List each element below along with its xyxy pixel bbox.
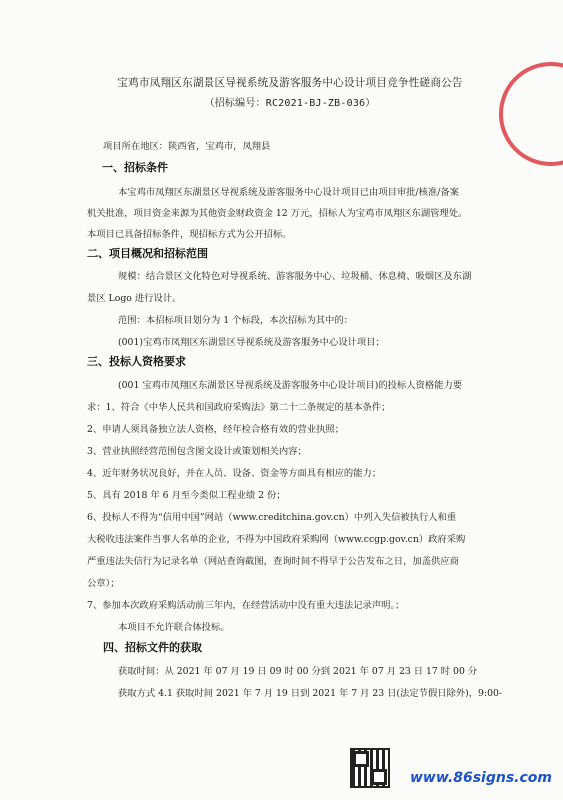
s3-line: 3、营业执照经营范围包含图文设计或策划相关内容； bbox=[87, 446, 307, 457]
s2-line: (001)宝鸡市凤翔区东湖景区导视系统及游客服务中心设计项目； bbox=[118, 337, 385, 348]
s3-line: 2、申请人须具备独立法人资格，经年检合格有效的营业执照； bbox=[87, 424, 344, 435]
s3-line: 4、近年财务状况良好，并在人员、设备、资金等方面具有相应的能力； bbox=[87, 468, 382, 479]
s4-line: 获取方式 4.1 获取时间 2021 年 7 月 19 日到 2021 年 7 月 23 日(法定节假日除外)，9:00- bbox=[118, 688, 503, 699]
s1-line: 机关批准，项目资金来源为其他资金财政资金 12 万元，招标人为宝鸡市凤翔区东湖管理处。 bbox=[87, 208, 468, 219]
s3-line: 求：1、符合《中华人民共和国政府采购法》第二十二条规定的基本条件； bbox=[87, 402, 391, 413]
s1-line: 本项目已具备招标条件，现招标方式为公开招标。 bbox=[87, 229, 292, 240]
s2-line: 范围：本招标项目划分为 1 个标段，本次招标为其中的： bbox=[118, 315, 353, 326]
s3-line: 6、投标人不得为“信用中国”网站（www.creditchina.gov.cn）中列入失信被执行人和重 bbox=[87, 512, 457, 523]
section-heading-2: 二、项目概况和招标范围 bbox=[87, 247, 208, 260]
section-heading-1: 一、招标条件 bbox=[102, 161, 168, 174]
s3-line: 本项目不允许联合体投标。 bbox=[118, 622, 230, 633]
s3-line: (001 宝鸡市凤翔区东湖景区导视系统及游客服务中心设计项目)的投标人资格能力要 bbox=[118, 380, 463, 391]
s3-line: 大税收违法案件当事人名单的企业，不得为中国政府采购网（www.ccgp.gov.cn）政府采购 bbox=[87, 534, 466, 545]
s2-line: 规模：结合景区文化特色对导视系统、游客服务中心、垃圾桶、休息椅、吸烟区及东湖 bbox=[118, 271, 472, 282]
s3-line: 严重违法失信行为记录名单（网站查询截图，查询时间不得早于公告发布之日，加盖供应商 bbox=[87, 556, 459, 567]
s1-line: 本宝鸡市凤翔区东湖景区导视系统及游客服务中心设计项目已由项目审批/核准/备案 bbox=[118, 187, 459, 198]
s3-line: 7、参加本次政府采购活动前三年内，在经营活动中没有重大违法记录声明。； bbox=[87, 600, 405, 611]
s2-line: 景区 Logo 进行设计。 bbox=[87, 293, 182, 304]
bid-number: （招标编号：RC2021-BJ-ZB-036） bbox=[204, 98, 376, 109]
project-location: 项目所在地区：陕西省，宝鸡市，凤翔县 bbox=[103, 141, 271, 152]
section-heading-4: 四、招标文件的获取 bbox=[103, 641, 202, 654]
document-title: 宝鸡市凤翔区东湖景区导视系统及游客服务中心设计项目竞争性磋商公告 bbox=[117, 77, 463, 89]
s4-line: 获取时间：从 2021 年 07 月 19 日 09 时 00 分到 2021 年 07 月 23 日 17 时 00 分 bbox=[118, 666, 478, 677]
s3-line: 5、具有 2018 年 6 月至今类似工程业绩 2 份； bbox=[87, 490, 286, 501]
site-watermark: www.86signs.com bbox=[410, 770, 552, 786]
section-heading-3: 三、投标人资格要求 bbox=[87, 355, 186, 368]
qr-code-icon bbox=[350, 748, 390, 788]
s3-line: 公章）； bbox=[87, 578, 120, 589]
